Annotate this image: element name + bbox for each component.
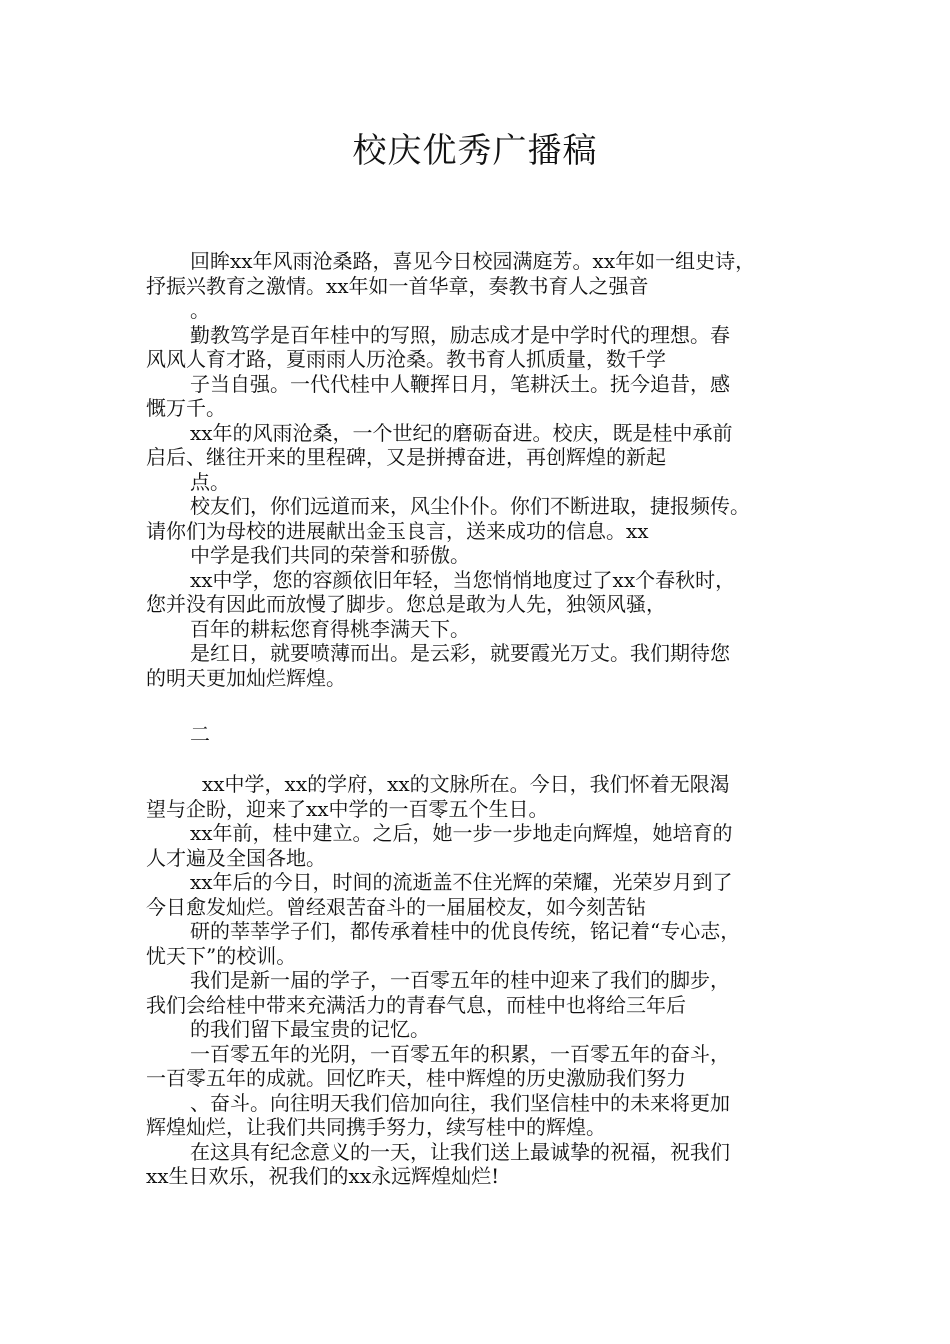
text-line: 忧天下”的校训。 <box>146 943 297 968</box>
text-line: 今日愈发灿烂。曾经艰苦奋斗的一届届校友，如今刻苦钻 <box>146 894 646 919</box>
text-line: 点。 <box>190 469 230 494</box>
text-line: 是红日，就要喷薄而出。是云彩，就要霞光万丈。我们期待您 <box>190 641 730 665</box>
text-line: xx年前，桂中建立。之后，她一步一步地走向辉煌，她培育的 <box>190 821 733 845</box>
text-line: 在这具有纪念意义的一天，让我们送上最诚挚的祝福，祝我们 <box>190 1139 730 1164</box>
text-line: xx生日欢乐，祝我们的xx永远辉煌灿烂! <box>146 1164 500 1188</box>
text-line: 您并没有因此而放慢了脚步。您总是敢为人先，独领风骚， <box>146 592 666 616</box>
text-line: 辉煌灿烂，让我们共同携手努力，续写桂中的辉煌。 <box>146 1115 606 1139</box>
text-line: 子当自强。一代代桂中人鞭挥日月，笔耕沃土。抚今追昔，感 <box>190 371 730 396</box>
text-line: 的我们留下最宝贵的记忆。 <box>190 1017 430 1041</box>
text-line: 中学是我们共同的荣誉和骄傲。 <box>190 543 470 567</box>
section-number: 二 <box>190 722 210 746</box>
text-line: 慨万千。 <box>146 396 226 420</box>
text-line: xx年后的今日，时间的流逝盖不住光辉的荣耀，光荣岁月到了 <box>190 870 733 894</box>
text-line: 抒振兴教育之激情。xx年如一首华章，奏教书育人之强音 <box>146 273 649 298</box>
text-line: 一百零五年的成就。回忆昨天，桂中辉煌的历史激励我们努力 <box>146 1066 686 1090</box>
section-one-body <box>146 249 826 690</box>
text-line: 请你们为母校的进展献出金玉良言，送来成功的信息。xx <box>146 518 649 543</box>
text-line: 望与企盼，迎来了xx中学的一百零五个生日。 <box>146 796 549 821</box>
text-line: 百年的耕耘您育得桃李满天下。 <box>190 616 470 641</box>
text-line: 、奋斗。向往明天我们倍加向往，我们坚信桂中的未来将更加 <box>190 1090 730 1115</box>
text-line: 人才遍及全国各地。 <box>146 845 326 870</box>
text-line: 的明天更加灿烂辉煌。 <box>146 665 346 690</box>
text-line: xx年的风雨沧桑，一个世纪的磨砺奋进。校庆，既是桂中承前 <box>190 420 733 445</box>
text-line: 回眸xx年风雨沧桑路，喜见今日校园满庭芳。xx年如一组史诗， <box>190 249 756 273</box>
text-line: 。 <box>190 298 210 322</box>
text-line: 校友们，你们远道而来，风尘仆仆。你们不断进取，捷报频传。 <box>190 494 750 518</box>
text-line: 一百零五年的光阴，一百零五年的积累，一百零五年的奋斗， <box>190 1041 730 1066</box>
document-title: 校庆优秀广播稿 <box>352 131 598 171</box>
text-line: 我们会给桂中带来充满活力的青春气息，而桂中也将给三年后 <box>146 992 686 1017</box>
text-line: 风风人育才路，夏雨雨人历沧桑。教书育人抓质量，数千学 <box>146 347 666 371</box>
text-line: 启后、继往开来的里程碑，又是拼搏奋进，再创辉煌的新起 <box>146 445 666 469</box>
text-line: xx中学，您的容颜依旧年轻，当您悄悄地度过了xx个春秋时， <box>190 567 736 592</box>
text-line: 勤教笃学是百年桂中的写照，励志成才是中学时代的理想。春 <box>190 322 730 347</box>
section-two-body <box>146 772 826 1189</box>
text-line: xx中学，xx的学府，xx的文脉所在。今日，我们怀着无限渴 <box>202 772 730 796</box>
text-line: 研的莘莘学子们，都传承着桂中的优良传统，铭记着“专心志， <box>190 919 741 943</box>
text-line: 我们是新一届的学子，一百零五年的桂中迎来了我们的脚步， <box>190 968 730 992</box>
